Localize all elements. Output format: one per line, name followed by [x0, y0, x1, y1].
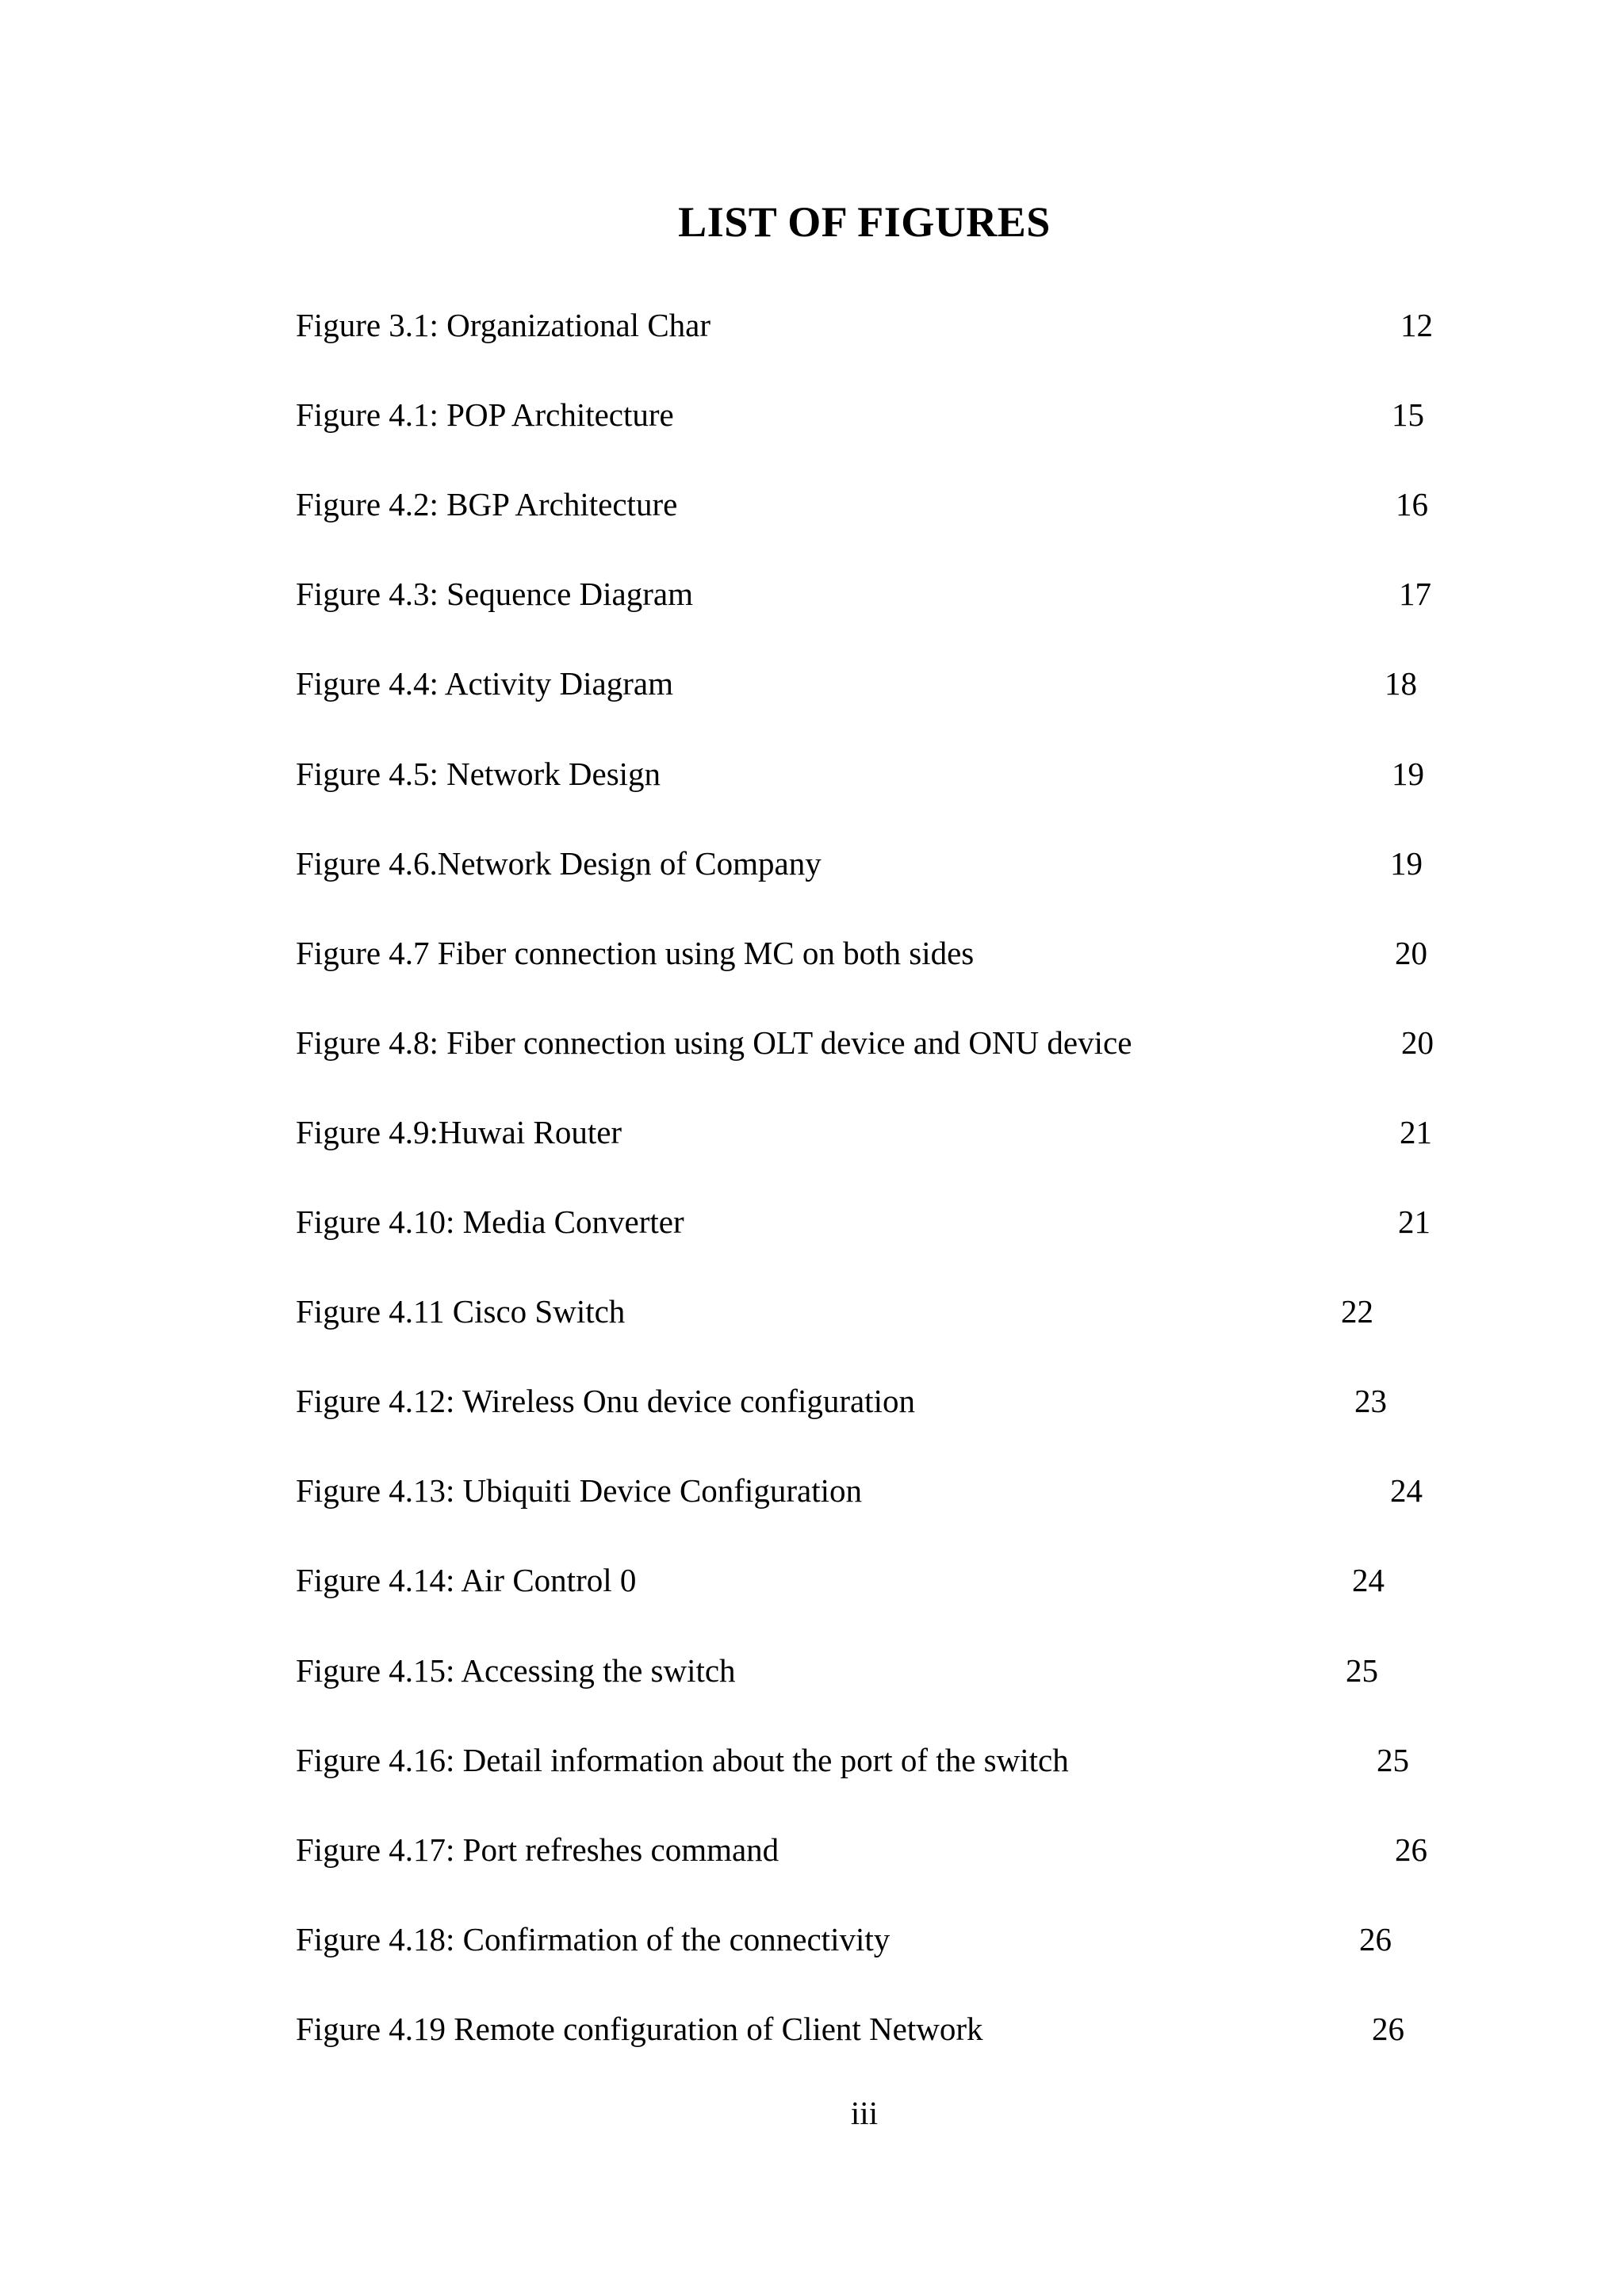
figure-entry-label: Figure 4.18: Confirmation of the connectivity [296, 1920, 891, 1957]
figure-entry-label: Figure 3.1: Organizational Char [296, 307, 711, 343]
figure-entry-label: Figure 4.13: Ubiquiti Device Configuration [296, 1472, 862, 1510]
figure-entry-page: 21 [1400, 1113, 1432, 1150]
page-number: iii [850, 2095, 879, 2131]
figure-entry-page: 25 [1346, 1651, 1378, 1689]
figure-entry-label: Figure 4.4: Activity Diagram [296, 665, 673, 702]
figure-entry-label: Figure 4.19 Remote configuration of Client Network [296, 2010, 983, 2047]
figure-entry-label: Figure 4.11 Cisco Switch [296, 1293, 626, 1330]
figure-entry-page: 15 [1392, 396, 1424, 434]
figure-entry-page: 24 [1352, 1562, 1385, 1599]
figure-entry-page: 19 [1390, 844, 1423, 882]
figure-entry-page: 24 [1390, 1472, 1423, 1510]
figure-entry-label: Figure 4.3: Sequence Diagram [296, 576, 693, 613]
page-title: LIST OF FIGURES [678, 198, 1051, 246]
figure-entry-page: 22 [1341, 1293, 1373, 1330]
figure-entry-label: Figure 4.14: Air Control 0 [296, 1562, 637, 1599]
figure-entry-page: 20 [1401, 1024, 1434, 1061]
figure-entry-page: 19 [1392, 755, 1424, 792]
figure-entry-label: Figure 4.2: BGP Architecture [296, 486, 678, 523]
figure-entry-label: Figure 4.12: Wireless Onu device configuration [296, 1383, 915, 1420]
figure-entry-page: 26 [1372, 2010, 1404, 2047]
figure-entry-label: Figure 4.17: Port refreshes command [296, 1831, 779, 1868]
figure-entry-page: 17 [1399, 576, 1431, 613]
figure-entry-page: 26 [1359, 1920, 1392, 1957]
figure-entry-label: Figure 4.5: Network Design [296, 755, 661, 792]
figure-entry-label: Figure 4.7 Fiber connection using MC on both sides [296, 934, 975, 971]
figure-entry-label: Figure 4.16: Detail information about the port of the switch [296, 1741, 1069, 1778]
figure-entry-label: Figure 4.10: Media Converter [296, 1203, 684, 1240]
figure-entry-label: Figure 4.6.Network Design of Company [296, 844, 822, 882]
figure-entry-label: Figure 4.9:Huwai Router [296, 1113, 622, 1150]
figure-entry-page: 26 [1395, 1831, 1427, 1868]
figure-entry-page: 12 [1400, 307, 1433, 343]
figure-entry-page: 16 [1396, 486, 1428, 523]
figure-entry-page: 23 [1354, 1383, 1387, 1420]
figure-entry-page: 18 [1385, 665, 1417, 702]
figure-entry-label: Figure 4.1: POP Architecture [296, 396, 674, 434]
figure-entry-page: 21 [1398, 1203, 1431, 1240]
figure-entry-label: Figure 4.8: Fiber connection using OLT device and ONU device [296, 1024, 1132, 1061]
figure-entry-page: 20 [1395, 934, 1427, 971]
figure-entry-label: Figure 4.15: Accessing the switch [296, 1651, 736, 1689]
figure-entry-page: 25 [1377, 1741, 1409, 1778]
